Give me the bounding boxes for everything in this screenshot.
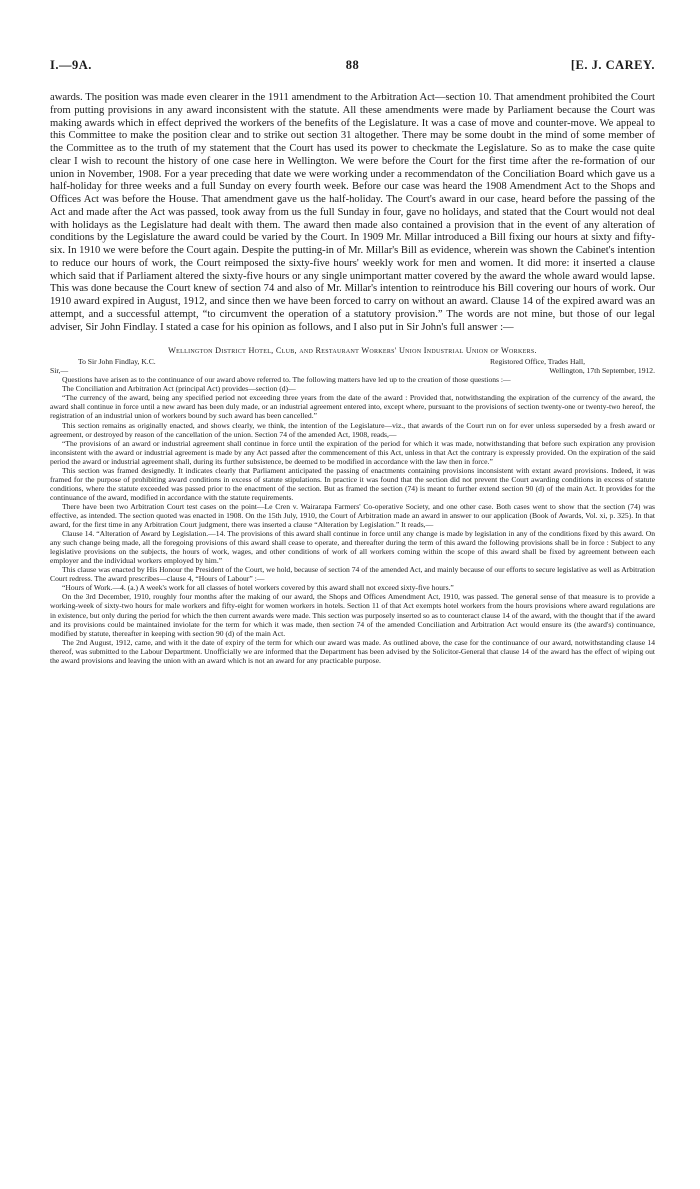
letter-paragraph: “Hours of Work.—4. (a.) A week's work for all classes of hotel workers covered by this award shall not exceed sixty-five hours.” <box>62 583 454 593</box>
letter-block <box>50 346 655 665</box>
header-left: I.—9A. <box>50 58 92 72</box>
letter-paragraph: “The currency of the award, being any specified period not exceeding three years from the date of the award : Provided that, notwithstanding the expiration of the currency of the award, the award shall continue in force until a new award has been duly made, or an industrial agreement entered into, except where, pursuant to the provisions of section twenty-one or twenty-two hereof, the registration of an industrial union of workers bound by such award has been cancelled.” <box>50 393 655 421</box>
letter-recipient: To Sir John Findlay, K.C. <box>78 357 156 367</box>
letter-address-row <box>50 357 655 366</box>
letter-date-row <box>50 366 655 375</box>
letter-heading: Wellington District Hotel, Club, and Restaurant Workers' Union Industrial Union of Workers. <box>168 346 537 356</box>
letter-paragraph: “The provisions of an award or industrial agreement shall continue in force until the expiration of the period for which it was made, notwithstanding that before such expiration any provision inconsistent with the award or industrial agreement is made by any Act passed after the commencement of this Act, unless in that Act the contrary is expressly provided. On the expiration of the said period the award or industrial agreement shall, during its further subsistence, be deemed to be modified in accordance with the law then in force.” <box>50 438 655 466</box>
page-header <box>50 58 655 76</box>
letter-date: Wellington, 17th September, 1912. <box>549 366 655 376</box>
header-right: [E. J. CAREY. <box>570 58 655 72</box>
document-page <box>50 58 655 665</box>
body-paragraph: awards. The position was made even clearer in the 1911 amendment to the Arbitration Act—section 10. That amendment prohibited the Court from putting provisions in any award inconsistent with the statute. All these amendments were made by Parliament because the Court was making awards which in effect deprived the workers of the benefits of the Legislature. It was a case of move and counter-move. We appeal to this Committee to make the position clear and to strike out section 31 altogether. There may be some doubt in the mind of some member of the Committee as to the truth of my statement that the Court has used its power to checkmate the Legislature. So as to make the case quite clear I wish to recount the history of one case here in Wellington. We were before the Court for the first time after the re-formation of our union in November, 1908. For a year preceding that date we were working under a recommendaton of the Conciliation Board which gave us a half-holiday for three weeks and a full Sunday on every fourth week. Before our case was heard the 1908 Amendment Act to the Shops and Offices Act was before the House. That amendment gave us the half-holiday. The Court's award in our case, heard before the passing of the Act and made after the Act was passed, took away from us the full Sunday in four, gave no holidays, and stated that the Court would not deal with holidays as the Legislature had dealt with them. The award then made also contained a provision that in the event of any alteration of conditions by the Legislature the award could be varied by the Court. In 1909 Mr. Millar introduced a Bill fixing our hours at sixty and fifty-six. In 1910 we were before the Court again. Despite the putting-in of Mr. Millar's Bill as evidence, wherein was shown the Cabinet's intention to reduce our hours of work, the Court reimposed the sixty-five hours' weekly work for men and women. It did more: it inserted a clause which said that if Parliament altered the sixty-five hours or any single unimportant matter covered by the award the whole award would lapse. This was done because the Court knew of section 74 and also of Mr. Millar's intention to reintroduce his Bill covering our hours of work. Our 1910 award expired in August, 1912, and since then we have been forced to carry on without an award. Clause 14 of the expired award was an attempt, and a successful attempt, “to circumvent the operation of a statutory provision.” The words are not mine, but those of our legal adviser, Sir John Findlay. I stated a case for his opinion as follows, and I also put in Sir John's full answer :— <box>50 92 655 333</box>
letter-paragraph: The Conciliation and Arbitration Act (principal Act) provides—section (d)— <box>62 384 296 394</box>
letter-paragraph: This section was framed designedly. It indicates clearly that Parliament anticipated the passing of enactments containing provisions inconsistent with extant award provisions. Indeed, it was framed for the purpose of prohibiting award conditions in excess of statute stipulations. In practice it was found that the section did not prevent the Court awarding conditions in excess of statute conditions, where the statute exceeded was passed prior to the enactment of the section. But as framed the section (74) is meant to further extend section 90 (d) of the main Act. It provides for the continuance of the award, modified in accordance with the statute requirements. <box>50 465 655 502</box>
letter-paragraph: The 2nd August, 1912, came, and with it the date of expiry of the term for which our award was made. As outlined above, the case for the continuance of our award, notwithstanding clause 14 thereof, was submitted to the Labour Department. Unofficially we are informed that the Department has been advised by the Solicitor-General that clause 14 of the award has the effect of wiping out the award provisions and leaving the union with an award which is not an award for any practicable purpose. <box>50 637 655 665</box>
letter-paragraph: Clause 14. “Alteration of Award by Legislation.—14. The provisions of this award shall continue in force until any change is made by legislation in any of the conditions fixed by this award. On any such change being made, all the foregoing provisions of this award shall cease to operate, and thereafter during the term of this award the following provisions shall be in force : Subject to any legislative provisions on the subjects, the hours of work, wages, and other conditions of work of all workers coming within the scope of this award shall be fixed by agreement between each employer and the individual workers employed by him.” <box>50 529 655 566</box>
letter-paragraph: Questions have arisen as to the continuance of our award above referred to. The following matters have led up to the creation of those questions :— <box>62 375 511 385</box>
letter-paragraph: There have been two Arbitration Court test cases on the point—Le Cren v. Wairarapa Farmers' Co-operative Society, and one other case. Both cases went to show that the section (74) was effective, as intended. The section quoted was enacted in 1908. On the 15th July, 1910, the Court of Arbitration made an award in answer to our application (Book of Awards, Vol. xi, p. 325). In that award, for the first time in any Arbitration Court judgment, there was inserted a clause “Alteration by Legislation.” It reads,— <box>50 501 655 530</box>
letter-paragraph: This clause was enacted by His Honour the President of the Court, we hold, because of section 74 of the amended Act, and mainly because of our efforts to secure legislative as well as Arbitration Court redress. The award prescribes—clause 4, “Hours of Labour” :— <box>50 565 655 584</box>
letter-paragraph: On the 3rd December, 1910, roughly four months after the making of our award, the Shops and Offices Amendment Act, 1910, was passed. The general sense of that measure is to provide a working-week of sixty-two hours for male workers and fifty-eight for women workers in hotels. Section 11 of that Act exempts hotel workers from the hours provisions where award regulations are in existence, but only during the period for which the then current awards were made. This section was purposely inserted so as to counteract clause 14 of the award, with the thought that if the award and its provisions could be maintained inviolate for the term for which it was made, then section 74 of the amended Conciliation and Arbitration Act would ensure its (the award's) continuance, modified by statute, thereafter in keeping with section 90 (d) of the main Act. <box>50 592 655 638</box>
body-text <box>50 92 655 334</box>
letter-office: Registored Office, Trades Hall, <box>490 357 585 367</box>
letter-salutation: Sir,— <box>50 366 69 376</box>
letter-paragraph: This section remains as originally enacted, and shows clearly, we think, the intention of the Legislature—viz., that awards of the Court run on for ever unless superseded by a fresh award or agreement, or destroyed by reason of the cancellation of the union. Section 74 of the amended Act, 1908, reads,— <box>50 420 655 439</box>
page-number: 88 <box>345 58 360 72</box>
